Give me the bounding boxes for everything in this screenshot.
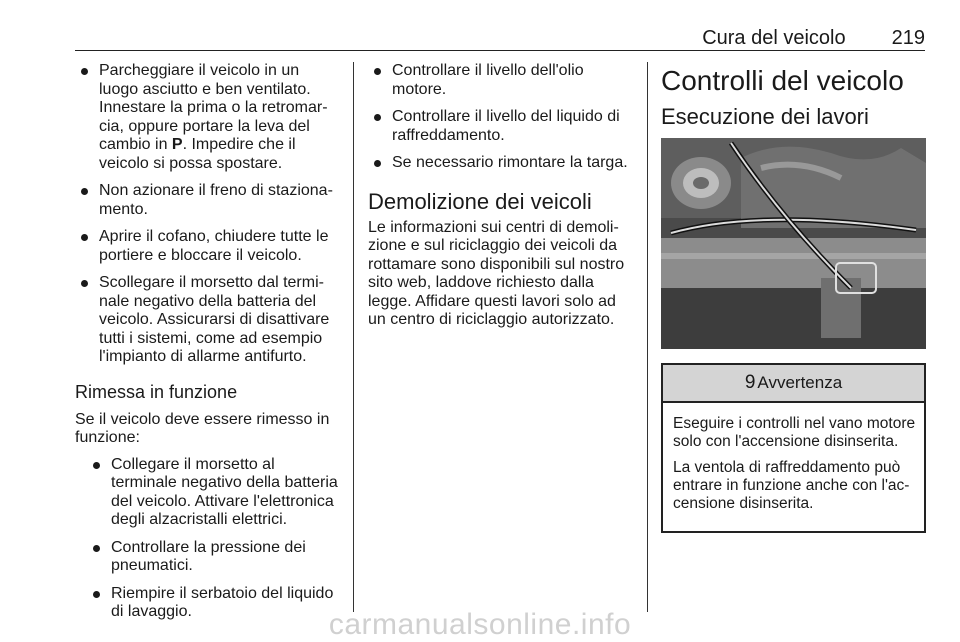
bullet-icon — [93, 462, 100, 469]
bullet-text: Collegare il morsetto al terminale negativo della batteria del veicolo. Attivare l'elettronica degli alzacristalli elettrici. — [111, 455, 338, 528]
intro-text: Se il veicolo deve essere rimesso in funzione: — [75, 410, 330, 446]
section-title: Cura del veicolo — [702, 27, 846, 49]
warning-label: Avvertenza — [757, 372, 843, 392]
warning-header — [663, 365, 924, 403]
sub-steps-list — [75, 456, 340, 622]
bullet-icon — [374, 160, 381, 167]
list-item — [75, 274, 340, 367]
gear-p-label: P — [171, 136, 183, 153]
checks-list — [368, 62, 638, 173]
steps-list — [75, 62, 340, 367]
bullet-text: cambio in — [99, 136, 172, 153]
bullet-icon — [81, 234, 88, 241]
chapter-title: Controlli del veicolo — [661, 65, 904, 96]
list-item — [75, 228, 340, 265]
header-rule — [75, 50, 925, 51]
bullet-icon — [81, 188, 88, 195]
column-divider-2 — [647, 62, 648, 612]
bullet-icon — [374, 114, 381, 121]
bullet-text: Innestare la prima o la retromar‐ — [99, 99, 328, 116]
bullet-text: Parcheggiare il veicolo in un — [99, 62, 300, 79]
column-divider-1 — [353, 62, 354, 612]
bullet-text: Aprire il cofano, chiudere tutte le portiere e bloccare il veicolo. — [99, 228, 329, 264]
bullet-text: luogo asciutto e ben ventilato. — [99, 80, 311, 98]
bullet-text: Scollegare il morsetto dal termi‐ nale negativo della batteria del veicolo. Assicurarsi di disattivare tutti i sistemi, come ad esempio l'impianto di allarme antifurto. — [99, 274, 330, 365]
list-item — [368, 108, 638, 145]
bullet-text: cia, oppure portare la leva del — [99, 117, 310, 135]
list-item — [75, 182, 340, 219]
warning-triangle-icon: 9 — [744, 371, 756, 393]
warning-text: Eseguire i controlli nel vano motore solo con l'accensione disinserita. — [673, 415, 916, 450]
bullet-icon — [93, 545, 100, 552]
bullet-text: Controllare il livello del liquido di raffreddamento. — [392, 108, 620, 144]
column-3 — [661, 62, 926, 533]
list-item — [75, 62, 340, 173]
page-header — [75, 26, 925, 50]
page-number: 219 — [891, 27, 925, 49]
bullet-icon — [81, 280, 88, 287]
list-item — [87, 539, 340, 576]
watermark: carmanualsonline.info — [328, 608, 632, 641]
bullet-icon — [93, 591, 100, 598]
bullet-icon — [81, 68, 88, 75]
bullet-text: Non azionare il freno di staziona‐ mento. — [99, 182, 333, 218]
warning-body — [663, 403, 924, 531]
bullet-text: . Impedire che il veicolo si possa spostare. — [99, 136, 296, 172]
warning-text: La ventola di raffreddamento può entrare in funzione anche con l'ac‐ censione disinserita. — [673, 459, 910, 512]
bullet-text: Controllare il livello dell'olio motore. — [392, 62, 584, 98]
column-1 — [75, 62, 340, 631]
bullet-text: Riempire il serbatoio del liquido di lavaggio. — [111, 584, 334, 620]
bullet-text: Se necessario rimontare la targa. — [392, 154, 628, 171]
list-item — [368, 154, 638, 173]
warning-box — [661, 363, 926, 533]
bullet-icon — [374, 68, 381, 75]
list-item — [87, 456, 340, 530]
column-2 — [368, 62, 638, 338]
engine-bay-photo — [661, 138, 926, 349]
chapter-subtitle: Esecuzione dei lavori — [661, 104, 869, 129]
section-heading: Demolizione dei veicoli — [368, 188, 592, 214]
list-item — [368, 62, 638, 99]
body-paragraph: Le informazioni sui centri di demoli‐ zione e sul riciclaggio dei veicoli da rottamare sono disponibili sul nostro sito web, laddove richiesto dalla legge. Affidare questi lavori solo ad un centro di riciclaggio autorizzato. — [368, 218, 625, 328]
section-heading: Rimessa in funzione — [75, 381, 238, 402]
bullet-text: Controllare la pressione dei pneumatici. — [111, 538, 306, 574]
